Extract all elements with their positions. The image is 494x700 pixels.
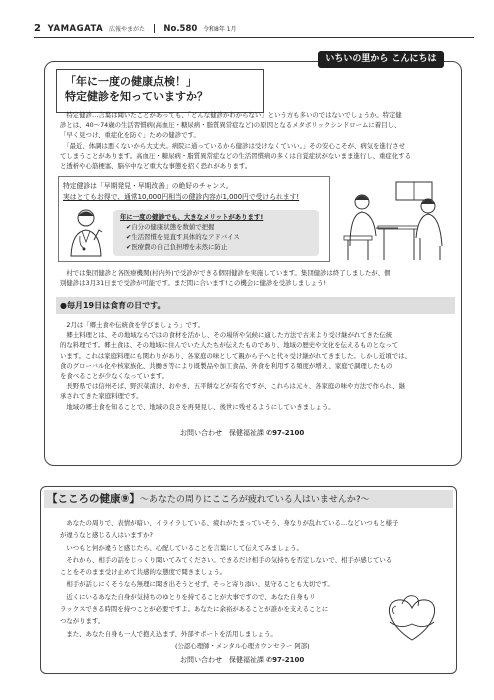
issue-date: 令和8年 1月 bbox=[203, 26, 237, 33]
merit-item: ✔自分の健康状態を数値で把握 bbox=[126, 223, 215, 231]
phone-icon: ✆ bbox=[266, 656, 273, 664]
merit-item: ✔医療費の自己負担増を未然に防止 bbox=[126, 243, 228, 251]
text-line: 地域の郷土食を知ることで、地域の良さを再発見し、後世に残せるようにしていきましょう。 bbox=[60, 402, 335, 411]
text-line: 近くにいるあなた自身が気持ちのゆとりを持てることが大事ですので、あなた自身もリ bbox=[60, 592, 316, 601]
text-line: 「早く見つけ、重症化を防ぐ」ための健診です。 bbox=[60, 131, 200, 140]
text-line: 郷土料理とは、その地域ならではの食材を活かし、その場所や気候に適した方法で古来より受け継がれてきた伝統 bbox=[60, 331, 393, 340]
text-line: 2月は「郷土食や伝統食を学びましょう」です。 bbox=[60, 321, 205, 329]
merit-title: 年に一度の健診でも、大きなメリットがあります! bbox=[120, 213, 264, 221]
section-tab: いちいの里から こんにちは bbox=[318, 51, 444, 68]
info-line-2: 実はとてもお得で、通常10,000円相当の健診内容が1,000円で受けられます! bbox=[63, 193, 300, 201]
food-day-heading: ●毎月19日は食育の日です。 bbox=[56, 297, 455, 314]
text-line: 相手が話しにくそうなら無理に聞き出そうとせず、そっと寄り添い、見守ることも大切です。 bbox=[60, 580, 334, 589]
contact-info-2 bbox=[180, 655, 304, 665]
checkup-paragraph bbox=[60, 268, 452, 288]
text-line: 承されてきた家庭料理です。 bbox=[60, 392, 143, 401]
text-line: つながります。 bbox=[60, 617, 105, 626]
text-line: が違うなと感じる人はいますか? bbox=[60, 531, 153, 540]
text-line: ことをそのまま受け止めて共感的な態度で聞きましょう。 bbox=[60, 568, 227, 577]
header-divider bbox=[154, 24, 155, 33]
mental-health-title bbox=[44, 490, 453, 508]
text-line: を食べることが少なくなっています。 bbox=[60, 372, 169, 381]
title-line-1: 「年に一度の健康点検！」 bbox=[65, 75, 197, 88]
contact-phone: 97-2100 bbox=[272, 656, 305, 664]
text-line: ラックスできる時間を持つことが必要ですよ。あなたに余裕があることが誰かを支えることに bbox=[60, 605, 329, 614]
text-line: てしまうことがあります。高血圧・糖尿病・脂質異常症などの生活習慣病の多くは自覚症状がないまま進行し、重症化する bbox=[60, 151, 411, 160]
text-line: 別健診は3月31日まで受診が可能です。まだ間に合います!この機会に健診を受診しましょう! bbox=[60, 279, 327, 288]
article-title bbox=[56, 69, 264, 113]
page-number: 2 bbox=[34, 23, 41, 34]
brand-name: YAMAGATA bbox=[47, 24, 104, 34]
text-line: (公認心理師・メンタル心理カウンセラー 阿部) bbox=[60, 641, 310, 650]
brand-jp: 広報やまがた bbox=[108, 26, 145, 33]
text-line: いつもと何か違うと感じたら、心配していることを言葉にして伝えてみましょう。 bbox=[60, 543, 303, 552]
info-line-1: 特定健診は「早期発見・早期改善」の絶好のチャンス。 bbox=[63, 182, 233, 190]
text-line: と透析や心筋梗塞、脳卒中など重大な事態を招く恐れがあります。 bbox=[60, 162, 252, 171]
contact-label: お問い合わせ 保健福祉課 bbox=[180, 429, 264, 437]
phone-icon: ✆ bbox=[266, 429, 273, 437]
text-line: 村では集団健診と各医療機関(村内外)で受診ができる個別健診を実施しています。集団健診は終了しましたが、個 bbox=[60, 269, 391, 277]
text-line: 的な料理です。郷土食は、その地域に住んでいた人たちが伝えたものであり、地域の歴史や文化を伝えるものとなって bbox=[60, 341, 399, 350]
consultation-illustration bbox=[336, 176, 454, 262]
intro-paragraph bbox=[60, 110, 452, 171]
contact-label: お問い合わせ 保健福祉課 bbox=[180, 656, 264, 664]
contact-info bbox=[180, 428, 304, 438]
title-subtitle: ～あなたの周りにこころが疲れている人はいませんか?～ bbox=[139, 495, 370, 505]
text-line: います。これは家庭料理にも関わりがあり、各家庭の味として親から子へと代々受け継がれてきました。しかし近頃では、 bbox=[60, 351, 411, 360]
header-rule bbox=[34, 37, 474, 38]
text-line: 「最近、体調は悪くないから大丈夫。病院に通っているから健診は受けなくていい。」その安心こそが、病気を進行させ bbox=[60, 141, 406, 150]
issue-number: No.580 bbox=[163, 24, 198, 34]
heart-hug-illustration bbox=[380, 588, 444, 646]
title-line-2: 特定健診を知っていますか？ bbox=[65, 90, 208, 103]
text-line: 特定健診…言葉は聞いたことがあっても、「どんな健診かわからない」という方も多いのではないでしょうか。特定健 bbox=[60, 111, 402, 119]
text-line: あなたの周りで、表情が暗い、イライラしている、疲れがたまっていそう、身なりが乱れている…などいつもと様子 bbox=[60, 519, 399, 527]
merit-item: ✔生活習慣を見直す具体的なアドバイス bbox=[126, 233, 240, 241]
food-paragraph bbox=[60, 320, 452, 412]
text-line: また、あなた自身も一人で抱え込まず、外部サポートを活用しましょう。 bbox=[60, 629, 277, 638]
contact-phone: 97-2100 bbox=[272, 429, 305, 437]
text-line: それから、相手の話をじっくり聞いてみてください。できるだけ相手の気持ちを否定しないで、相手が感じている bbox=[60, 555, 393, 564]
page-header bbox=[34, 22, 474, 36]
text-line: 食のグローバル化や核家族化、共働き等により既製品や加工食品、外食を利用する頻度が増え、家庭で調理したもの bbox=[60, 361, 393, 370]
title-bracket: 【こころの健康⑨】 bbox=[47, 493, 140, 505]
text-line: 長野県では信州そば、野沢菜漬け、おやき、五平餅などが有名ですが、これらは元々、各家庭の味や方法で作られ、継 bbox=[60, 382, 405, 391]
text-line: 診とは、40～74歳の生活習慣病(高血圧・糖尿病・脂質異常症など)の原因となるメタボリックシンドロームに着目し、 bbox=[60, 121, 401, 130]
doctor-illustration bbox=[66, 206, 106, 258]
